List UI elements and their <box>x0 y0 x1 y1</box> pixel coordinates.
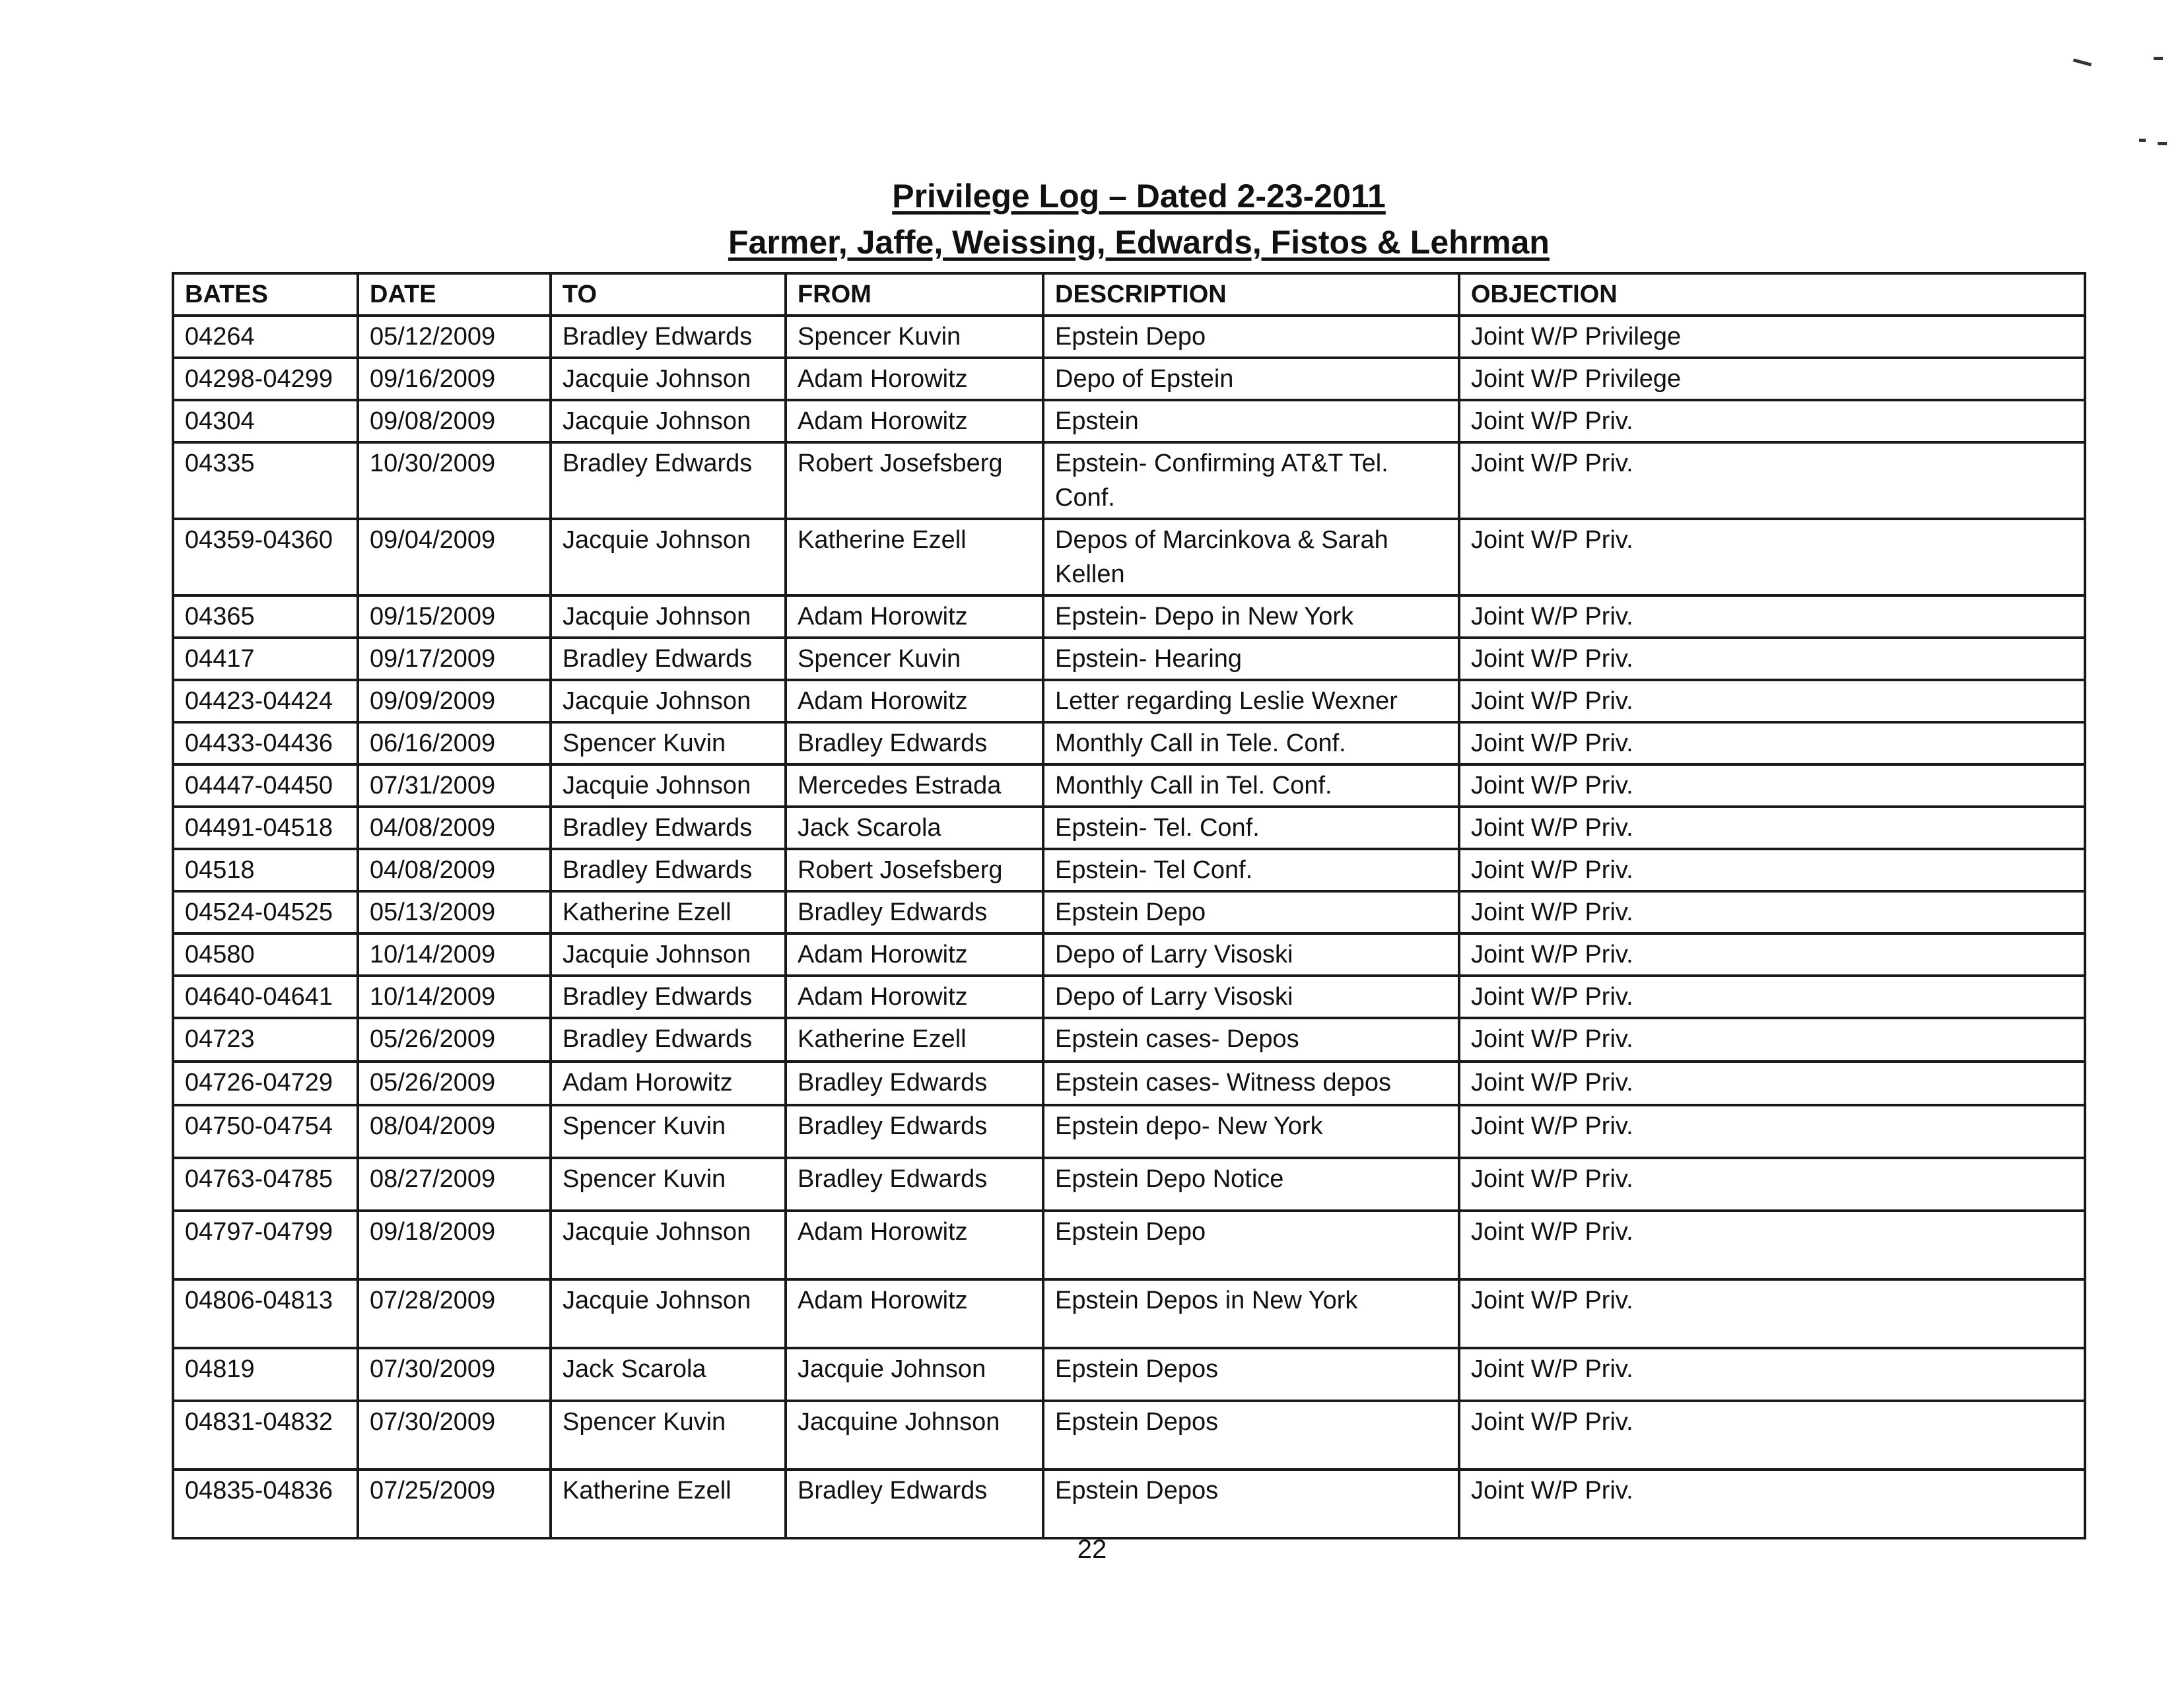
document-subtitle: Farmer, Jaffe, Weissing, Edwards, Fistos & Lehrman <box>728 224 1550 261</box>
cell-bates: 04335 <box>173 442 358 519</box>
cell-description: Epstein Depo <box>1043 1211 1459 1279</box>
table-row <box>173 1062 2085 1105</box>
cell-description: Monthly Call in Tel. Conf. <box>1043 764 1459 807</box>
cell-to: Jacquie Johnson <box>551 1279 786 1348</box>
cell-from: Jack Scarola <box>786 807 1043 849</box>
cell-objection: Joint W/P Priv. <box>1459 400 2085 442</box>
cell-date: 09/09/2009 <box>358 680 551 722</box>
cell-description: Depo of Larry Visoski <box>1043 976 1459 1018</box>
cell-from: Bradley Edwards <box>786 722 1043 764</box>
cell-bates: 04640-04641 <box>173 976 358 1018</box>
cell-objection: Joint W/P Privilege <box>1459 358 2085 400</box>
cell-bates: 04359-04360 <box>173 519 358 595</box>
cell-date: 05/12/2009 <box>358 316 551 358</box>
cell-bates: 04819 <box>173 1348 358 1401</box>
cell-date: 04/08/2009 <box>358 807 551 849</box>
table-row <box>173 1158 2085 1211</box>
table-row <box>173 976 2085 1018</box>
cell-bates: 04447-04450 <box>173 764 358 807</box>
table-row <box>173 933 2085 976</box>
cell-to: Bradley Edwards <box>551 976 786 1018</box>
cell-description: Epstein Depos <box>1043 1470 1459 1538</box>
cell-date: 09/15/2009 <box>358 595 551 638</box>
cell-to: Jacquie Johnson <box>551 1211 786 1279</box>
cell-date: 07/30/2009 <box>358 1401 551 1470</box>
scan-mark <box>2154 57 2163 60</box>
cell-from: Adam Horowitz <box>786 595 1043 638</box>
cell-to: Jack Scarola <box>551 1348 786 1401</box>
cell-bates: 04723 <box>173 1018 358 1062</box>
cell-from: Katherine Ezell <box>786 519 1043 595</box>
table-row <box>173 316 2085 358</box>
scan-mark <box>2139 139 2146 142</box>
cell-bates: 04835-04836 <box>173 1470 358 1538</box>
cell-objection: Joint W/P Priv. <box>1459 442 2085 519</box>
table-row <box>173 595 2085 638</box>
cell-objection: Joint W/P Priv. <box>1459 1401 2085 1470</box>
cell-date: 09/08/2009 <box>358 400 551 442</box>
cell-objection: Joint W/P Priv. <box>1459 595 2085 638</box>
cell-objection: Joint W/P Priv. <box>1459 933 2085 976</box>
cell-to: Jacquie Johnson <box>551 400 786 442</box>
cell-date: 07/28/2009 <box>358 1279 551 1348</box>
cell-from: Adam Horowitz <box>786 933 1043 976</box>
cell-description: Epstein- Tel Conf. <box>1043 849 1459 891</box>
cell-date: 07/25/2009 <box>358 1470 551 1538</box>
cell-date: 07/30/2009 <box>358 1348 551 1401</box>
table-row <box>173 400 2085 442</box>
cell-to: Bradley Edwards <box>551 1018 786 1062</box>
cell-from: Adam Horowitz <box>786 358 1043 400</box>
cell-objection: Joint W/P Priv. <box>1459 1158 2085 1211</box>
cell-date: 08/04/2009 <box>358 1105 551 1158</box>
table-row <box>173 849 2085 891</box>
cell-description: Epstein Depo <box>1043 316 1459 358</box>
cell-from: Jacquie Johnson <box>786 1348 1043 1401</box>
cell-description: Epstein cases- Witness depos <box>1043 1062 1459 1105</box>
table-row <box>173 442 2085 519</box>
cell-bates: 04580 <box>173 933 358 976</box>
cell-date: 09/17/2009 <box>358 638 551 680</box>
table-row <box>173 638 2085 680</box>
table-row <box>173 1348 2085 1401</box>
cell-objection: Joint W/P Priv. <box>1459 680 2085 722</box>
cell-bates: 04417 <box>173 638 358 680</box>
cell-from: Adam Horowitz <box>786 1279 1043 1348</box>
cell-date: 10/30/2009 <box>358 442 551 519</box>
cell-bates: 04298-04299 <box>173 358 358 400</box>
cell-bates: 04806-04813 <box>173 1279 358 1348</box>
cell-objection: Joint W/P Priv. <box>1459 764 2085 807</box>
cell-date: 06/16/2009 <box>358 722 551 764</box>
cell-bates: 04831-04832 <box>173 1401 358 1470</box>
cell-description: Epstein <box>1043 400 1459 442</box>
cell-description: Epstein- Tel. Conf. <box>1043 807 1459 849</box>
cell-to: Jacquie Johnson <box>551 933 786 976</box>
cell-from: Adam Horowitz <box>786 680 1043 722</box>
cell-objection: Joint W/P Priv. <box>1459 807 2085 849</box>
table-row <box>173 1470 2085 1538</box>
cell-bates: 04763-04785 <box>173 1158 358 1211</box>
cell-to: Bradley Edwards <box>551 316 786 358</box>
cell-to: Jacquie Johnson <box>551 595 786 638</box>
column-header-description: DESCRIPTION <box>1043 273 1459 316</box>
cell-to: Spencer Kuvin <box>551 1158 786 1211</box>
cell-from: Robert Josefsberg <box>786 442 1043 519</box>
cell-date: 10/14/2009 <box>358 933 551 976</box>
column-header-bates: BATES <box>173 273 358 316</box>
cell-objection: Joint W/P Priv. <box>1459 1470 2085 1538</box>
cell-date: 05/26/2009 <box>358 1018 551 1062</box>
column-header-from: FROM <box>786 273 1043 316</box>
page-number: 22 <box>1077 1535 1107 1564</box>
cell-date: 05/26/2009 <box>358 1062 551 1105</box>
cell-description: Depo of Epstein <box>1043 358 1459 400</box>
table-body <box>173 316 2085 1538</box>
table-row <box>173 1105 2085 1158</box>
cell-bates: 04491-04518 <box>173 807 358 849</box>
table-row <box>173 680 2085 722</box>
cell-from: Adam Horowitz <box>786 400 1043 442</box>
cell-from: Jacquine Johnson <box>786 1401 1043 1470</box>
cell-objection: Joint W/P Priv. <box>1459 1211 2085 1279</box>
cell-bates: 04750-04754 <box>173 1105 358 1158</box>
cell-date: 07/31/2009 <box>358 764 551 807</box>
table-row <box>173 891 2085 933</box>
cell-bates: 04797-04799 <box>173 1211 358 1279</box>
cell-description: Epstein Depos <box>1043 1401 1459 1470</box>
cell-description: Depo of Larry Visoski <box>1043 933 1459 976</box>
cell-to: Jacquie Johnson <box>551 680 786 722</box>
scan-mark <box>2158 142 2167 145</box>
cell-objection: Joint W/P Priv. <box>1459 1105 2085 1158</box>
cell-to: Spencer Kuvin <box>551 1105 786 1158</box>
cell-date: 10/14/2009 <box>358 976 551 1018</box>
cell-description: Monthly Call in Tele. Conf. <box>1043 722 1459 764</box>
cell-objection: Joint W/P Priv. <box>1459 638 2085 680</box>
cell-to: Jacquie Johnson <box>551 764 786 807</box>
cell-bates: 04365 <box>173 595 358 638</box>
table-row <box>173 519 2085 595</box>
cell-to: Bradley Edwards <box>551 638 786 680</box>
table-row <box>173 1279 2085 1348</box>
cell-description: Letter regarding Leslie Wexner <box>1043 680 1459 722</box>
cell-to: Spencer Kuvin <box>551 1401 786 1470</box>
cell-bates: 04264 <box>173 316 358 358</box>
cell-bates: 04518 <box>173 849 358 891</box>
cell-from: Mercedes Estrada <box>786 764 1043 807</box>
cell-objection: Joint W/P Priv. <box>1459 976 2085 1018</box>
cell-objection: Joint W/P Priv. <box>1459 1062 2085 1105</box>
cell-description: Epstein cases- Depos <box>1043 1018 1459 1062</box>
cell-to: Bradley Edwards <box>551 849 786 891</box>
cell-bates: 04423-04424 <box>173 680 358 722</box>
cell-objection: Joint W/P Priv. <box>1459 849 2085 891</box>
cell-description: Epstein Depo Notice <box>1043 1158 1459 1211</box>
cell-to: Katherine Ezell <box>551 1470 786 1538</box>
cell-date: 09/16/2009 <box>358 358 551 400</box>
cell-to: Jacquie Johnson <box>551 519 786 595</box>
cell-description: Depos of Marcinkova & Sarah Kellen <box>1043 519 1459 595</box>
privilege-log-table <box>172 272 2086 1539</box>
cell-objection: Joint W/P Privilege <box>1459 316 2085 358</box>
table-row <box>173 358 2085 400</box>
table-row <box>173 1018 2085 1062</box>
cell-objection: Joint W/P Priv. <box>1459 519 2085 595</box>
cell-from: Adam Horowitz <box>786 1211 1043 1279</box>
cell-description: Epstein- Confirming AT&T Tel. Conf. <box>1043 442 1459 519</box>
cell-date: 05/13/2009 <box>358 891 551 933</box>
document-title: Privilege Log – Dated 2-23-2011 <box>892 178 1386 215</box>
cell-date: 09/04/2009 <box>358 519 551 595</box>
cell-bates: 04304 <box>173 400 358 442</box>
table-row <box>173 764 2085 807</box>
cell-from: Bradley Edwards <box>786 1062 1043 1105</box>
column-header-objection: OBJECTION <box>1459 273 2085 316</box>
cell-to: Bradley Edwards <box>551 442 786 519</box>
table-row <box>173 807 2085 849</box>
cell-to: Bradley Edwards <box>551 807 786 849</box>
cell-to: Spencer Kuvin <box>551 722 786 764</box>
table-row <box>173 1401 2085 1470</box>
cell-to: Jacquie Johnson <box>551 358 786 400</box>
cell-from: Bradley Edwards <box>786 1470 1043 1538</box>
cell-bates: 04524-04525 <box>173 891 358 933</box>
cell-description: Epstein- Depo in New York <box>1043 595 1459 638</box>
cell-from: Robert Josefsberg <box>786 849 1043 891</box>
table-row <box>173 722 2085 764</box>
cell-objection: Joint W/P Priv. <box>1459 891 2085 933</box>
cell-from: Bradley Edwards <box>786 1158 1043 1211</box>
cell-description: Epstein- Hearing <box>1043 638 1459 680</box>
cell-to: Adam Horowitz <box>551 1062 786 1105</box>
cell-date: 04/08/2009 <box>358 849 551 891</box>
cell-description: Epstein Depos <box>1043 1348 1459 1401</box>
cell-objection: Joint W/P Priv. <box>1459 722 2085 764</box>
cell-bates: 04726-04729 <box>173 1062 358 1105</box>
table-row <box>173 1211 2085 1279</box>
scan-mark <box>2073 58 2092 66</box>
cell-bates: 04433-04436 <box>173 722 358 764</box>
cell-objection: Joint W/P Priv. <box>1459 1018 2085 1062</box>
cell-from: Bradley Edwards <box>786 1105 1043 1158</box>
table-header-row <box>173 273 2085 316</box>
cell-from: Bradley Edwards <box>786 891 1043 933</box>
column-header-date: DATE <box>358 273 551 316</box>
cell-from: Katherine Ezell <box>786 1018 1043 1062</box>
cell-objection: Joint W/P Priv. <box>1459 1348 2085 1401</box>
cell-date: 08/27/2009 <box>358 1158 551 1211</box>
cell-description: Epstein depo- New York <box>1043 1105 1459 1158</box>
column-header-to: TO <box>551 273 786 316</box>
cell-objection: Joint W/P Priv. <box>1459 1279 2085 1348</box>
cell-from: Spencer Kuvin <box>786 316 1043 358</box>
cell-from: Adam Horowitz <box>786 976 1043 1018</box>
cell-from: Spencer Kuvin <box>786 638 1043 680</box>
cell-to: Katherine Ezell <box>551 891 786 933</box>
cell-date: 09/18/2009 <box>358 1211 551 1279</box>
cell-description: Epstein Depo <box>1043 891 1459 933</box>
cell-description: Epstein Depos in New York <box>1043 1279 1459 1348</box>
